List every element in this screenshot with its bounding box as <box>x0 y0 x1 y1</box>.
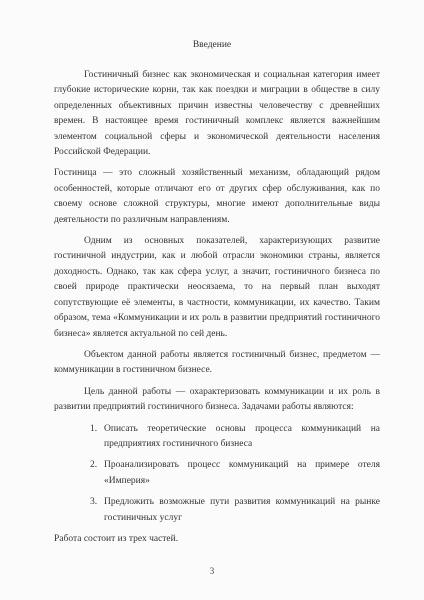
paragraph-object-subject: Объектом данной работы является гостиничный бизнес, предметом — коммуникации в гостиничном бизнесе. <box>54 349 380 376</box>
list-item <box>54 458 380 489</box>
list-item-text: Описать теоретические основы процесса коммуникаций на предприятиях гостиничного бизнеса <box>104 423 380 449</box>
list-item <box>54 422 380 453</box>
document-body <box>54 68 380 553</box>
list-item <box>54 495 380 526</box>
list-item-number: 1. <box>90 423 98 434</box>
paragraph-goal: Цель данной работы — охарактеризовать коммуникации и их роль в развитии предприятий гостиничного бизнеса. Задачами работы являются: <box>54 386 380 413</box>
paragraph-relevance: Одним из основных показателей, характеризующих развитие гостиничной индустрии, как и любой отрасли экономики страны, является доходность. Однако, так как сфера услуг, а значит, гостиничного бизнеса по своей природе практически неосязаема, то на первый план выходят сопутствующие её элементы, в частности, коммуникации, их качество. Таким образом, тема «Коммуникации и их роль в развитии предприятий гостиничного бизнеса» является актуальной по сей день. <box>54 236 380 339</box>
list-item-number: 2. <box>90 460 98 471</box>
page-title: Введение <box>192 40 232 50</box>
list-item-text: Предложить возможные пути развития коммуникаций на рынке гостиничных услуг <box>104 497 380 523</box>
paragraph-closing: Работа состоит из трех частей. <box>54 533 179 544</box>
list-item-text: Проанализировать процесс коммуникаций на примере отеля «Империя» <box>104 460 380 486</box>
list-item-number: 3. <box>90 497 98 508</box>
tasks-list <box>54 422 380 526</box>
page-number: 3 <box>209 566 215 576</box>
paragraph-hotel-definition: Гостиница — это сложный хозяйственный механизм, обладающий рядом особенностей, которые отличают его от других сфер обслуживания, как по своему основе сложной структуры, многие имеют дополнительные виды деятельности по различным направлениям. <box>54 168 380 225</box>
paragraph-intro: Гостиничный бизнес как экономическая и социальная категория имеет глубокие исторические корни, так как поездки и миграции в обществе в силу определенных объективных причин известны человечеству с древнейших времен. В настоящее время гостиничный комплекс является важнейшим элементом социальной сферы и экономической деятельности населения Российской Федерации. <box>54 70 380 158</box>
